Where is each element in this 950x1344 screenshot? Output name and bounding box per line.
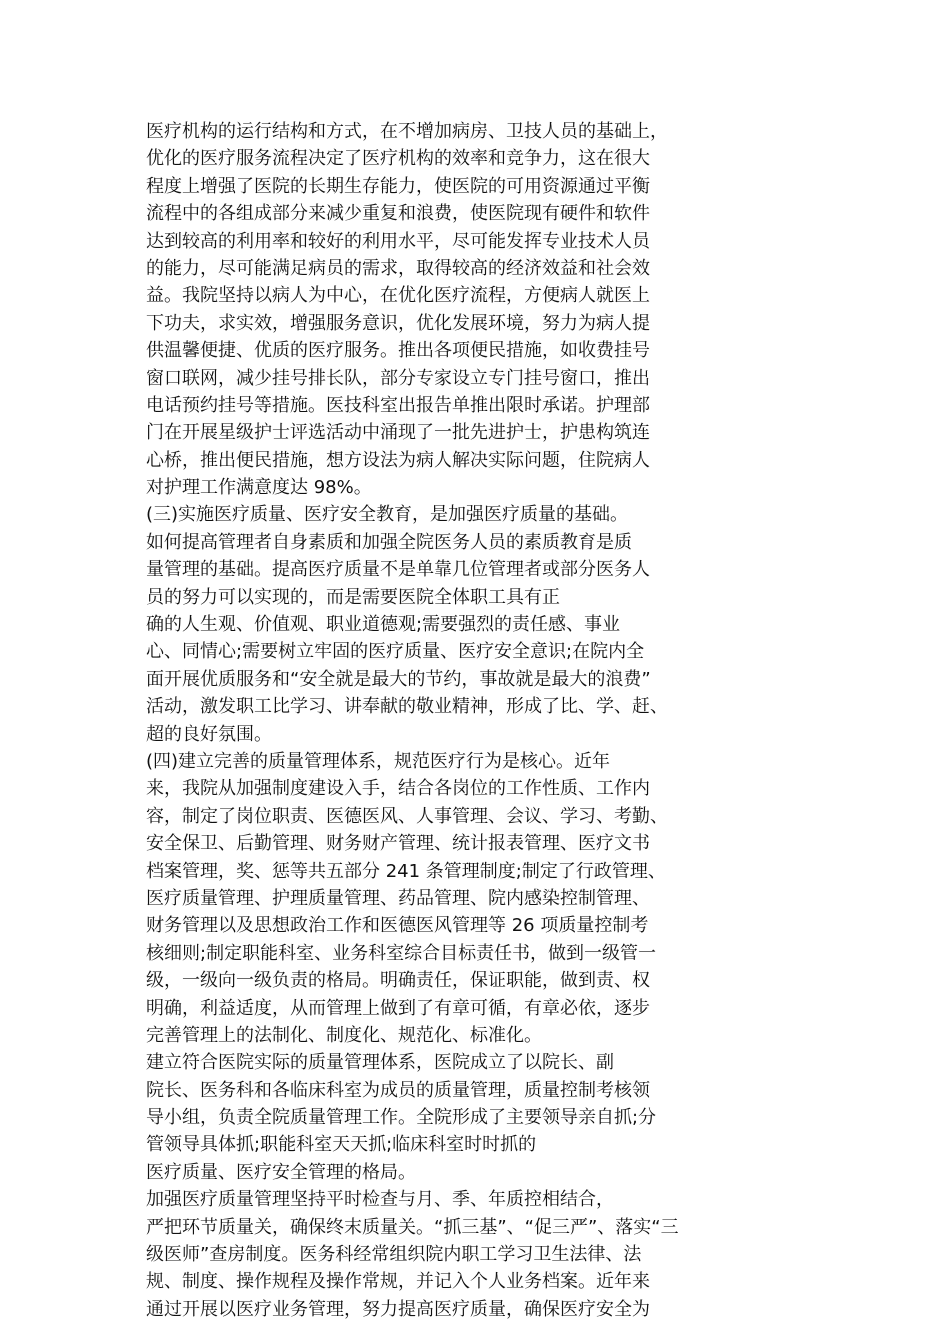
text-line: 建立符合医院实际的质量管理体系，医院成立了以院长、副	[146, 1052, 614, 1074]
text-line: 通过开展以医疗业务管理，努力提高医疗质量，确保医疗安全为	[146, 1298, 650, 1320]
text-line: 严把环节质量关，确保终末质量关。“抓三基”、“促三严”、落实“三	[146, 1216, 679, 1238]
text-line: 规、制度、操作规程及操作常规，并记入个人业务档案。近年来	[146, 1271, 650, 1293]
text-line: 医疗机构的运行结构和方式，在不增加病房、卫技人员的基础上，	[146, 121, 668, 142]
text-line: 医疗质量管理、护理质量管理、药品管理、院内感染控制管理、	[146, 887, 650, 909]
text-line: 流程中的各组成部分来减少重复和浪费，使医院现有硬件和软件	[146, 203, 650, 225]
text-line: 安全保卫、后勤管理、财务财产管理、统计报表管理、医疗文书	[146, 833, 650, 855]
text-line: 员的努力可以实现的，而是需要医院全体职工具有正	[146, 586, 560, 608]
text-line: 下功夫，求实效，增强服务意识，优化发展环境，努力为病人提	[146, 312, 650, 334]
text-line: 门在开展星级护士评选活动中涌现了一批先进护士，护患构筑连	[146, 422, 650, 444]
text-line: 电话预约挂号等措施。医技科室出报告单推出限时承诺。护理部	[146, 394, 650, 416]
text-line: 对护理工作满意度达 98%。	[146, 477, 372, 499]
text-line: 完善管理上的法制化、制度化、规范化、标准化。	[146, 1024, 542, 1046]
body-text	[146, 118, 866, 1323]
text-line: 明确，利益适度，从而管理上做到了有章可循，有章必依，逐步	[146, 997, 650, 1019]
text-line: 供温馨便捷、优质的医疗服务。推出各项便民措施，如收费挂号	[146, 340, 650, 362]
text-line: 面开展优质服务和“安全就是最大的节约，事故就是最大的浪费”	[146, 668, 651, 690]
text-line: 的能力，尽可能满足病员的需求，取得较高的经济效益和社会效	[146, 257, 650, 279]
text-line: 程度上增强了医院的长期生存能力，使医院的可用资源通过平衡	[146, 175, 650, 197]
text-line: 如何提高管理者自身素质和加强全院医务人员的素质教育是质	[146, 531, 632, 553]
text-line: 级，一级向一级负责的格局。明确责任，保证职能，做到责、权	[146, 970, 650, 992]
text-line: 达到较高的利用率和较好的利用水平，尽可能发挥专业技术人员	[146, 230, 650, 252]
text-line: 核细则;制定职能科室、业务科室综合目标责任书，做到一级管一	[146, 942, 657, 964]
text-line: 心、同情心;需要树立牢固的医疗质量、医疗安全意识;在院内全	[146, 641, 645, 663]
text-line: 确的人生观、价值观、职业道德观;需要强烈的责任感、事业	[146, 614, 621, 636]
text-line: 容，制定了岗位职责、医德医风、人事管理、会议、学习、考勤、	[146, 805, 668, 827]
text-line: 加强医疗质量管理坚持平时检查与月、季、年质控相结合，	[146, 1189, 614, 1211]
text-line: 管领导具体抓;职能科室天天抓;临床科室时时抓的	[146, 1134, 537, 1156]
text-line: 档案管理，奖、惩等共五部分 241 条管理制度;制定了行政管理、	[146, 860, 666, 882]
text-line: 财务管理以及思想政治工作和医德医风管理等 26 项质量控制考	[146, 915, 649, 937]
text-line: 量管理的基础。提高医疗质量不是单靠几位管理者或部分医务人	[146, 559, 650, 581]
text-line: 医疗质量、医疗安全管理的格局。	[146, 1161, 416, 1183]
text-line: 优化的医疗服务流程决定了医疗机构的效率和竞争力，这在很大	[146, 148, 650, 170]
text-line: 心桥，推出便民措施，想方设法为病人解决实际问题，住院病人	[146, 449, 650, 471]
text-line: 活动，激发职工比学习、讲奉献的敬业精神，形成了比、学、赶、	[146, 696, 668, 718]
text-line: (四)建立完善的质量管理体系，规范医疗行为是核心。近年	[146, 750, 611, 772]
text-line: 来，我院从加强制度建设入手，结合各岗位的工作性质、工作内	[146, 778, 650, 800]
text-line: 益。我院坚持以病人为中心，在优化医疗流程，方便病人就医上	[146, 285, 650, 307]
text-line: 级医师”查房制度。医务科经常组织院内职工学习卫生法律、法	[146, 1244, 642, 1266]
text-line: 窗口联网，减少挂号排长队，部分专家设立专门挂号窗口，推出	[146, 367, 650, 389]
text-line: 超的良好氛围。	[146, 723, 272, 745]
text-line: 导小组，负责全院质量管理工作。全院形成了主要领导亲自抓;分	[146, 1107, 657, 1129]
text-line: 院长、医务科和各临床科室为成员的质量管理，质量控制考核领	[146, 1079, 650, 1101]
text-line: (三)实施医疗质量、医疗安全教育，是加强医疗质量的基础。	[146, 504, 629, 526]
